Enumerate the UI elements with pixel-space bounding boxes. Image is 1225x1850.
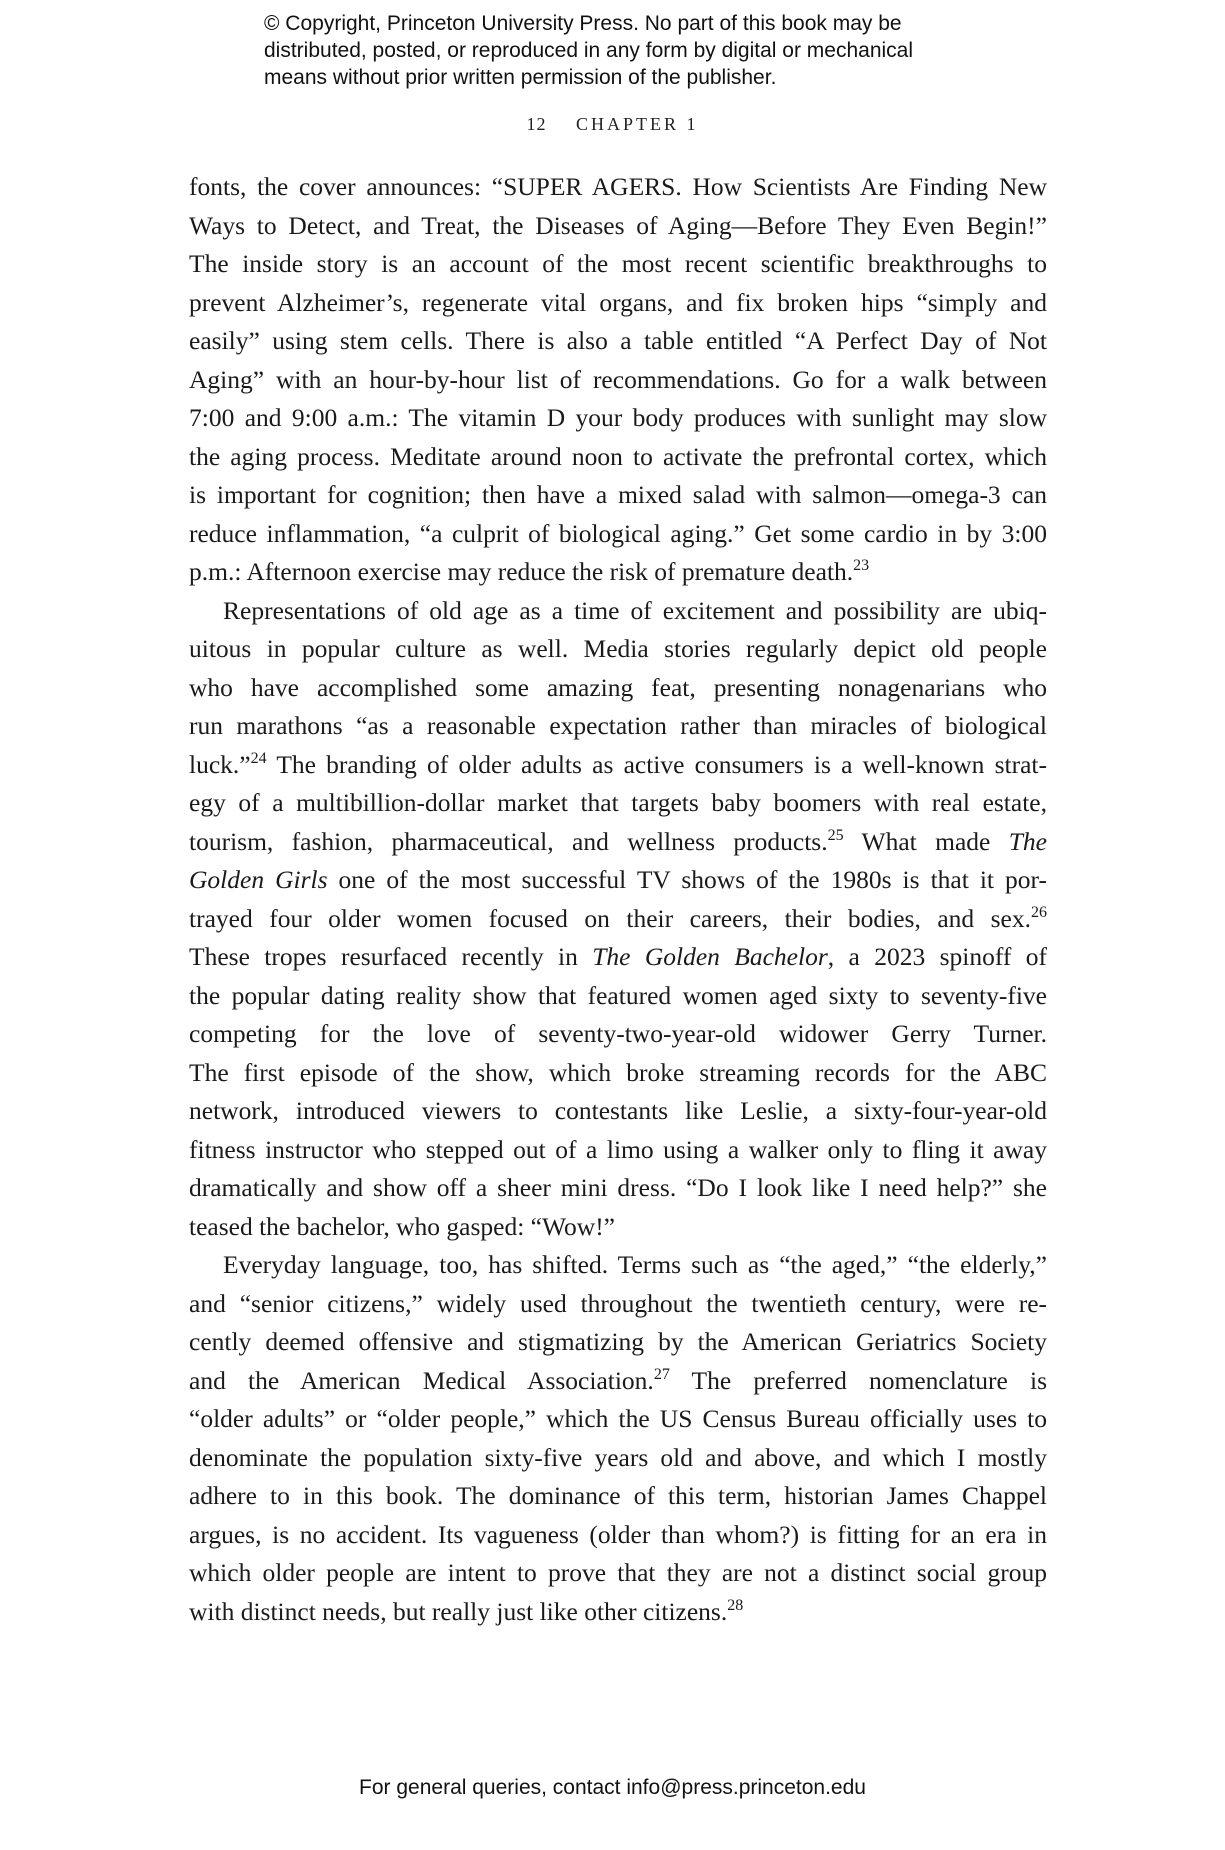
copyright-line: © Copyright, Princeton University Press. No part of this book may be — [264, 12, 902, 35]
text-run: and the American Medical Association. — [189, 1365, 654, 1395]
text-line: fonts, the cover announces: “SUPER AGERS. How Scientists Are Finding New — [189, 172, 1047, 201]
text-line: who have accomplished some amazing feat, presenting nonagenarians who — [189, 672, 1047, 702]
copyright-notice — [264, 10, 1024, 91]
paragraph-2 — [189, 592, 1047, 1247]
footnote-ref-28[interactable]: 28 — [727, 1596, 744, 1614]
text-line: uitous in popular culture as well. Media stories regularly depict old people — [189, 634, 1047, 663]
text-line: teased the bachelor, who gasped: “Wow!” — [189, 1211, 616, 1241]
text-line: competing for the love of seventy-two-year-old widower Gerry Turner. — [189, 1019, 1047, 1048]
text-line: denominate the population sixty-five years old and above, and which I mostly — [189, 1442, 1047, 1472]
text-run: These tropes resurfaced recently in — [189, 942, 593, 971]
text-line: Representations of old age as a time of excitement and possibility are ubiq- — [223, 595, 1047, 625]
footnote-ref-26[interactable]: 26 — [1031, 903, 1047, 921]
footer-contact: For general queries, contact info@press.princeton.edu — [359, 1776, 866, 1799]
text-line: which older people are intent to prove that they are not a distinct social group — [189, 1558, 1047, 1587]
text-line: The inside story is an account of the most recent scientific breakthroughs to — [189, 249, 1047, 278]
text-line: reduce inflammation, “a culprit of biological aging.” Get some cardio in by 3:00 — [189, 518, 1047, 548]
text-line: Ways to Detect, and Treat, the Diseases of Aging—Before They Even Begin!” — [189, 210, 1047, 240]
text-line — [189, 938, 1047, 977]
footnote-ref-27[interactable]: 27 — [653, 1365, 670, 1383]
page-number: 12 — [526, 114, 547, 134]
text-line: argues, is no accident. Its vagueness (older than whom?) is fitting for an era in — [189, 1519, 1047, 1549]
text-run: with distinct needs, but really just like other citizens. — [189, 1596, 728, 1626]
footnote-ref-24[interactable]: 24 — [250, 749, 267, 767]
title-italic: Golden Girls — [189, 865, 328, 894]
text-line: adhere to in this book. The dominance of this term, historian James Chappel — [189, 1481, 1047, 1510]
running-head — [0, 114, 1225, 135]
text-line: “older adults” or “older people,” which the US Census Bureau officially uses to — [189, 1404, 1047, 1433]
text-line — [189, 553, 1047, 592]
body-text — [189, 168, 1047, 1631]
text-line — [189, 900, 1047, 939]
footnote-ref-25[interactable]: 25 — [827, 826, 844, 844]
text-line — [189, 1593, 1047, 1632]
copyright-line: means without prior written permission of the publisher. — [264, 66, 777, 89]
text-line: run marathons “as a reasonable expectation rather than miracles of biological — [189, 711, 1047, 740]
title-italic: The — [1008, 826, 1047, 856]
text-line: cently deemed offensive and stigmatizing by the American Geriatrics Society — [189, 1327, 1047, 1356]
title-italic: The Golden Bachelor — [592, 942, 828, 971]
text-line — [189, 861, 1047, 900]
text-line: is important for cognition; then have a mixed salad with salmon—omega-3 can — [189, 480, 1047, 509]
text-line — [189, 1362, 1047, 1401]
text-line: fitness instructor who stepped out of a limo using a walker only to fling it away — [189, 1134, 1047, 1164]
text-run: p.m.: Afternoon exercise may reduce the risk of premature death. — [189, 557, 854, 586]
text-run: The branding of older adults as active consumers is a well-known strat- — [266, 749, 1047, 779]
text-run: What made — [843, 826, 1009, 856]
text-line: Everyday language, too, has shifted. Terms such as “the aged,” “the elderly,” — [223, 1250, 1047, 1279]
text-run: The preferred nomenclature is — [669, 1365, 1047, 1395]
footnote-ref-23[interactable]: 23 — [853, 557, 870, 574]
text-line: egy of a multibillion-dollar market that targets baby boomers with real estate, — [189, 788, 1047, 817]
text-run: trayed four older women focused on their careers, their bodies, and sex. — [189, 903, 1031, 933]
text-line: dramatically and show off a sheer mini dress. “Do I look like I need help?” she — [189, 1173, 1047, 1202]
text-run: tourism, fashion, pharmaceutical, and wellness products. — [189, 826, 828, 856]
text-line: Aging” with an hour-by-hour list of recommendations. Go for a walk between — [189, 364, 1047, 394]
text-line: 7:00 and 9:00 a.m.: The vitamin D your body produces with sunlight may slow — [189, 403, 1047, 432]
copyright-line: distributed, posted, or reproduced in any form by digital or mechanical — [264, 39, 914, 62]
text-line: prevent Alzheimer’s, regenerate vital organs, and fix broken hips “simply and — [189, 287, 1047, 317]
text-line — [189, 746, 1047, 785]
text-line: and “senior citizens,” widely used throughout the twentieth century, were re- — [189, 1288, 1047, 1318]
text-line: network, introduced viewers to contestants like Leslie, a sixty-four-year-old — [189, 1096, 1047, 1125]
text-line: the aging process. Meditate around noon to activate the prefrontal cortex, which — [189, 441, 1047, 471]
text-line: easily” using stem cells. There is also a table entitled “A Perfect Day of Not — [189, 326, 1047, 355]
text-line: the popular dating reality show that featured women aged sixty to seventy-five — [189, 980, 1047, 1010]
chapter-label: CHAPTER 1 — [575, 114, 699, 134]
text-run: luck.” — [189, 749, 251, 779]
text-run: , a 2023 spinoff of — [827, 942, 1047, 971]
paragraph-3 — [189, 1246, 1047, 1631]
text-run: one of the most successful TV shows of the 1980s is that it por- — [327, 865, 1047, 894]
paragraph-1 — [189, 168, 1047, 592]
text-line — [189, 823, 1047, 862]
text-line: The first episode of the show, which broke streaming records for the ABC — [189, 1057, 1047, 1087]
